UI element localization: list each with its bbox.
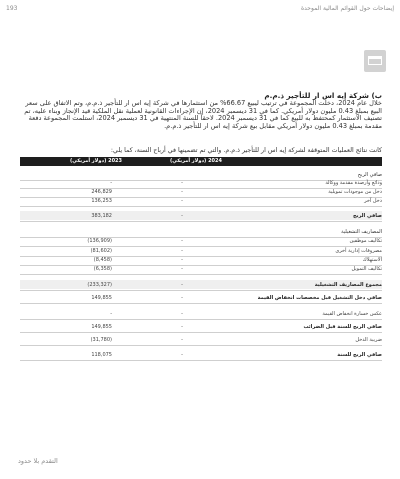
- table-row-label: المصاريف التشغيلية: [341, 229, 382, 235]
- table-cell-2023: (8,458): [93, 257, 112, 263]
- row-divider: [20, 332, 382, 333]
- table-cell-2024: -: [181, 352, 183, 358]
- table-row-label: صافي الربح للسنة قبل الضرائب: [303, 324, 382, 330]
- section-paragraph: خلال عام 2024، دخلت المجموعة في ترتيب ليبيع 66.67% من استثمارها في شركة إيه اس ار للتأجير ذ.م.م، وتم الاتفاق على سعر البيع بمبلغ 0.43 مليون دولار أمريكي. كما في 31 ديسمبر 2024، إن الإجراءات القانونية لعملية نقل الملكية قيد الإنجاز وبناء عليه، تم تصنيف الاستثمار كمحتفظ به للبيع كما في 31 ديسمبر 2024. لاحقاً للسنة المنتهية في 31 ديسمبر 2024، استلمت المجموعة دفعة مقدمة بمبلغ 0.43 مليون دولار أمريكي مقابل بيع شركة إيه اس ار للتأجير ذ.م.م.: [24, 99, 382, 130]
- report-icon: [364, 50, 386, 72]
- table-row-label: مجموع المصاريف التشغيلية: [314, 282, 382, 288]
- table-row-label: مصروفات إدارية أخرى: [335, 248, 382, 254]
- table-row-label: صافي الربح: [357, 172, 382, 178]
- table-row-label: دخل آخر: [364, 198, 382, 204]
- table-cell-2023: 149,855: [91, 295, 112, 301]
- table-cell-2024: -: [181, 238, 183, 244]
- table-row-label: صافي الربح: [353, 213, 382, 219]
- row-divider: [20, 256, 382, 257]
- row-divider: [20, 345, 382, 346]
- column-header-2023: 2023 (دولار أمريكي): [70, 158, 123, 164]
- table-cell-2023: (233,327): [87, 282, 112, 288]
- table-cell-2023: (31,780): [90, 337, 112, 343]
- table-cell-2023: (6,358): [93, 266, 112, 272]
- row-divider: [20, 265, 382, 266]
- row-divider: [20, 274, 382, 275]
- table-cell-2024: -: [181, 311, 183, 317]
- row-divider: [20, 221, 382, 222]
- table-row-label: صافي الربح للسنة: [337, 352, 382, 358]
- table-cell-2023: 383,182: [91, 213, 112, 219]
- table-cell-2023: (136,909): [87, 238, 112, 244]
- row-divider: [20, 303, 382, 304]
- table-cell-2023: 118,075: [91, 352, 112, 358]
- table-cell-2024: -: [181, 282, 183, 288]
- table-cell-2024: -: [181, 248, 183, 254]
- table-row-label: تكاليف التمويل: [351, 266, 382, 272]
- section-title: ب) شركة إيه اس ار للتأجير ذ.م.م: [264, 91, 382, 100]
- table-row-label: دخل من موجودات تمويلية: [328, 189, 382, 195]
- table-cell-2024: -: [181, 324, 183, 330]
- page-header-title: إيضاحات حول القوائم المالية الموحدة: [300, 5, 394, 12]
- table-intro: كانت نتائج العمليات المتوقفة لشركة إيه اس ار للتأجير ذ.م.م. والتي تم تضمينها في أرباح السنة، كما يلي:: [110, 147, 382, 154]
- row-divider: [20, 290, 382, 291]
- table-row-label: ودائع وأرصدة مقدمة ووكالة: [325, 180, 382, 186]
- row-divider: [20, 197, 382, 198]
- table-row-label: الاستهلاك: [362, 257, 382, 263]
- row-divider: [20, 237, 382, 238]
- column-header-2024: 2024 (دولار أمريكي): [169, 158, 222, 164]
- table-cell-2024: -: [181, 198, 183, 204]
- table-cell-2024: -: [181, 337, 183, 343]
- row-divider: [20, 360, 382, 361]
- table-cell-2023: 246,829: [91, 189, 112, 195]
- table-row-label: تكاليف موظفين: [349, 238, 382, 244]
- table-cell-2024: -: [181, 295, 183, 301]
- table-cell-2023: 149,855: [91, 324, 112, 330]
- footer-slogan: التقدم بلا حدود: [18, 457, 58, 465]
- row-divider: [20, 246, 382, 247]
- table-row-label: صافي دخل التشغيل قبل مخصصات انخفاض القيمة: [257, 295, 382, 301]
- table-cell-2024: -: [181, 266, 183, 272]
- row-divider: [20, 206, 382, 207]
- table-cell-2024: -: [181, 189, 183, 195]
- table-row-label: عكس خسارة انخفاض القيمة: [322, 311, 382, 317]
- table-cell-2023: (81,602): [90, 248, 112, 254]
- table-cell-2024: -: [181, 180, 183, 186]
- table-cell-2024: -: [181, 257, 183, 263]
- table-cell-2023: -: [110, 311, 112, 317]
- page-number: 193: [6, 5, 18, 12]
- table-row-label: ضريبة الدخل: [355, 337, 382, 343]
- table-cell-2024: -: [181, 213, 183, 219]
- row-divider: [20, 188, 382, 189]
- row-divider: [20, 319, 382, 320]
- table-cell-2023: 136,253: [91, 198, 112, 204]
- table-cell-2023: -: [110, 180, 112, 186]
